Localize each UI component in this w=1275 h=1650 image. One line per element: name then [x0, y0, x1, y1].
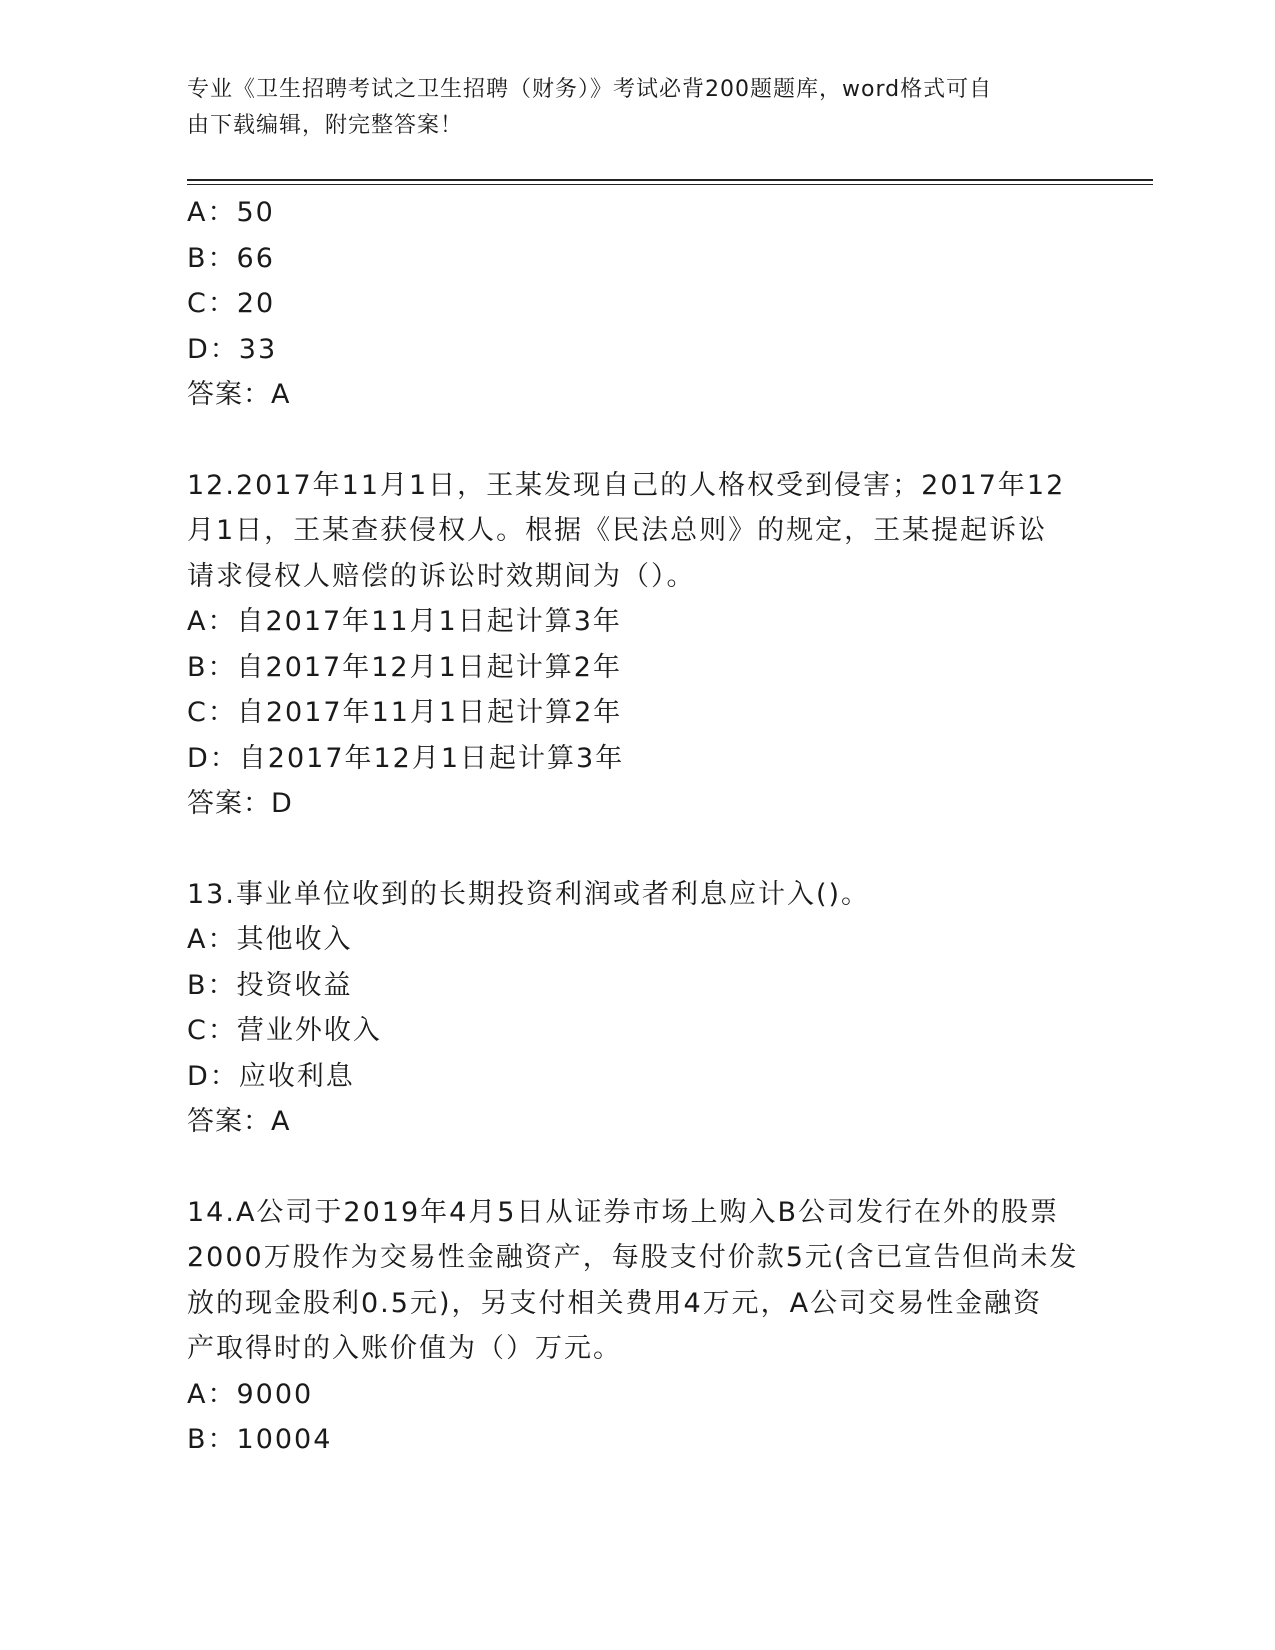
q12-answer: 答案：D	[187, 788, 293, 819]
q11-answer: 答案：A	[187, 379, 291, 410]
q11-option-c: C：20	[187, 288, 276, 319]
q12-stem-line-3: 请求侵权人赔偿的诉讼时效期间为（）。	[187, 560, 696, 592]
q12-option-c: C：自2017年11月1日起计算2年	[187, 697, 623, 728]
q14-option-b: B：10004	[187, 1424, 333, 1455]
header-line-2: 由下载编辑，附完整答案！	[187, 113, 464, 138]
q13-option-a: A：其他收入	[187, 924, 353, 955]
q14-stem-line-3: 放的现金股利0.5元)，另支付相关费用4万元，A公司交易性金融资	[187, 1287, 1043, 1319]
document-header	[187, 72, 1067, 144]
q13-option-d: D：应收利息	[187, 1060, 355, 1092]
question-12-block	[187, 463, 1087, 827]
q12-option-b: B：自2017年12月1日起计算2年	[187, 651, 622, 683]
q12-stem-line-1: 12.2017年11月1日，王某发现自己的人格权受到侵害；2017年12	[187, 469, 1066, 501]
header-divider-thick	[187, 179, 1153, 181]
question-14-block	[187, 1190, 1087, 1463]
header-divider-thin	[187, 184, 1153, 185]
header-line-1: 专业《卫生招聘考试之卫生招聘（财务）》考试必背200题题库，word格式可自	[187, 77, 993, 102]
q13-option-c: C：营业外收入	[187, 1015, 382, 1046]
q14-option-a: A：9000	[187, 1378, 314, 1410]
q11-option-d: D：33	[187, 333, 278, 365]
q12-option-a: A：自2017年11月1日起计算3年	[187, 606, 622, 637]
q12-stem-line-2: 月1日，王某查获侵权人。根据《民法总则》的规定，王某提起诉讼	[187, 515, 1048, 546]
question-11-block	[187, 190, 1087, 418]
q14-stem-line-4: 产取得时的入账价值为（）万元。	[187, 1333, 622, 1364]
q13-answer: 答案：A	[187, 1106, 291, 1137]
q11-option-a: A：50	[187, 197, 275, 228]
q12-option-d: D：自2017年12月1日起计算3年	[187, 742, 625, 774]
question-content	[187, 190, 1087, 1463]
q11-option-b: B：66	[187, 242, 275, 274]
question-13-block	[187, 872, 1087, 1145]
q13-stem-line-1: 13.事业单位收到的长期投资利润或者利息应计入()。	[187, 878, 871, 910]
q14-stem-line-2: 2000万股作为交易性金融资产，每股支付价款5元(含已宣告但尚未发	[187, 1242, 1079, 1273]
q14-stem-line-1: 14.A公司于2019年4月5日从证券市场上购入B公司发行在外的股票	[187, 1196, 1060, 1228]
q13-option-b: B：投资收益	[187, 969, 353, 1001]
